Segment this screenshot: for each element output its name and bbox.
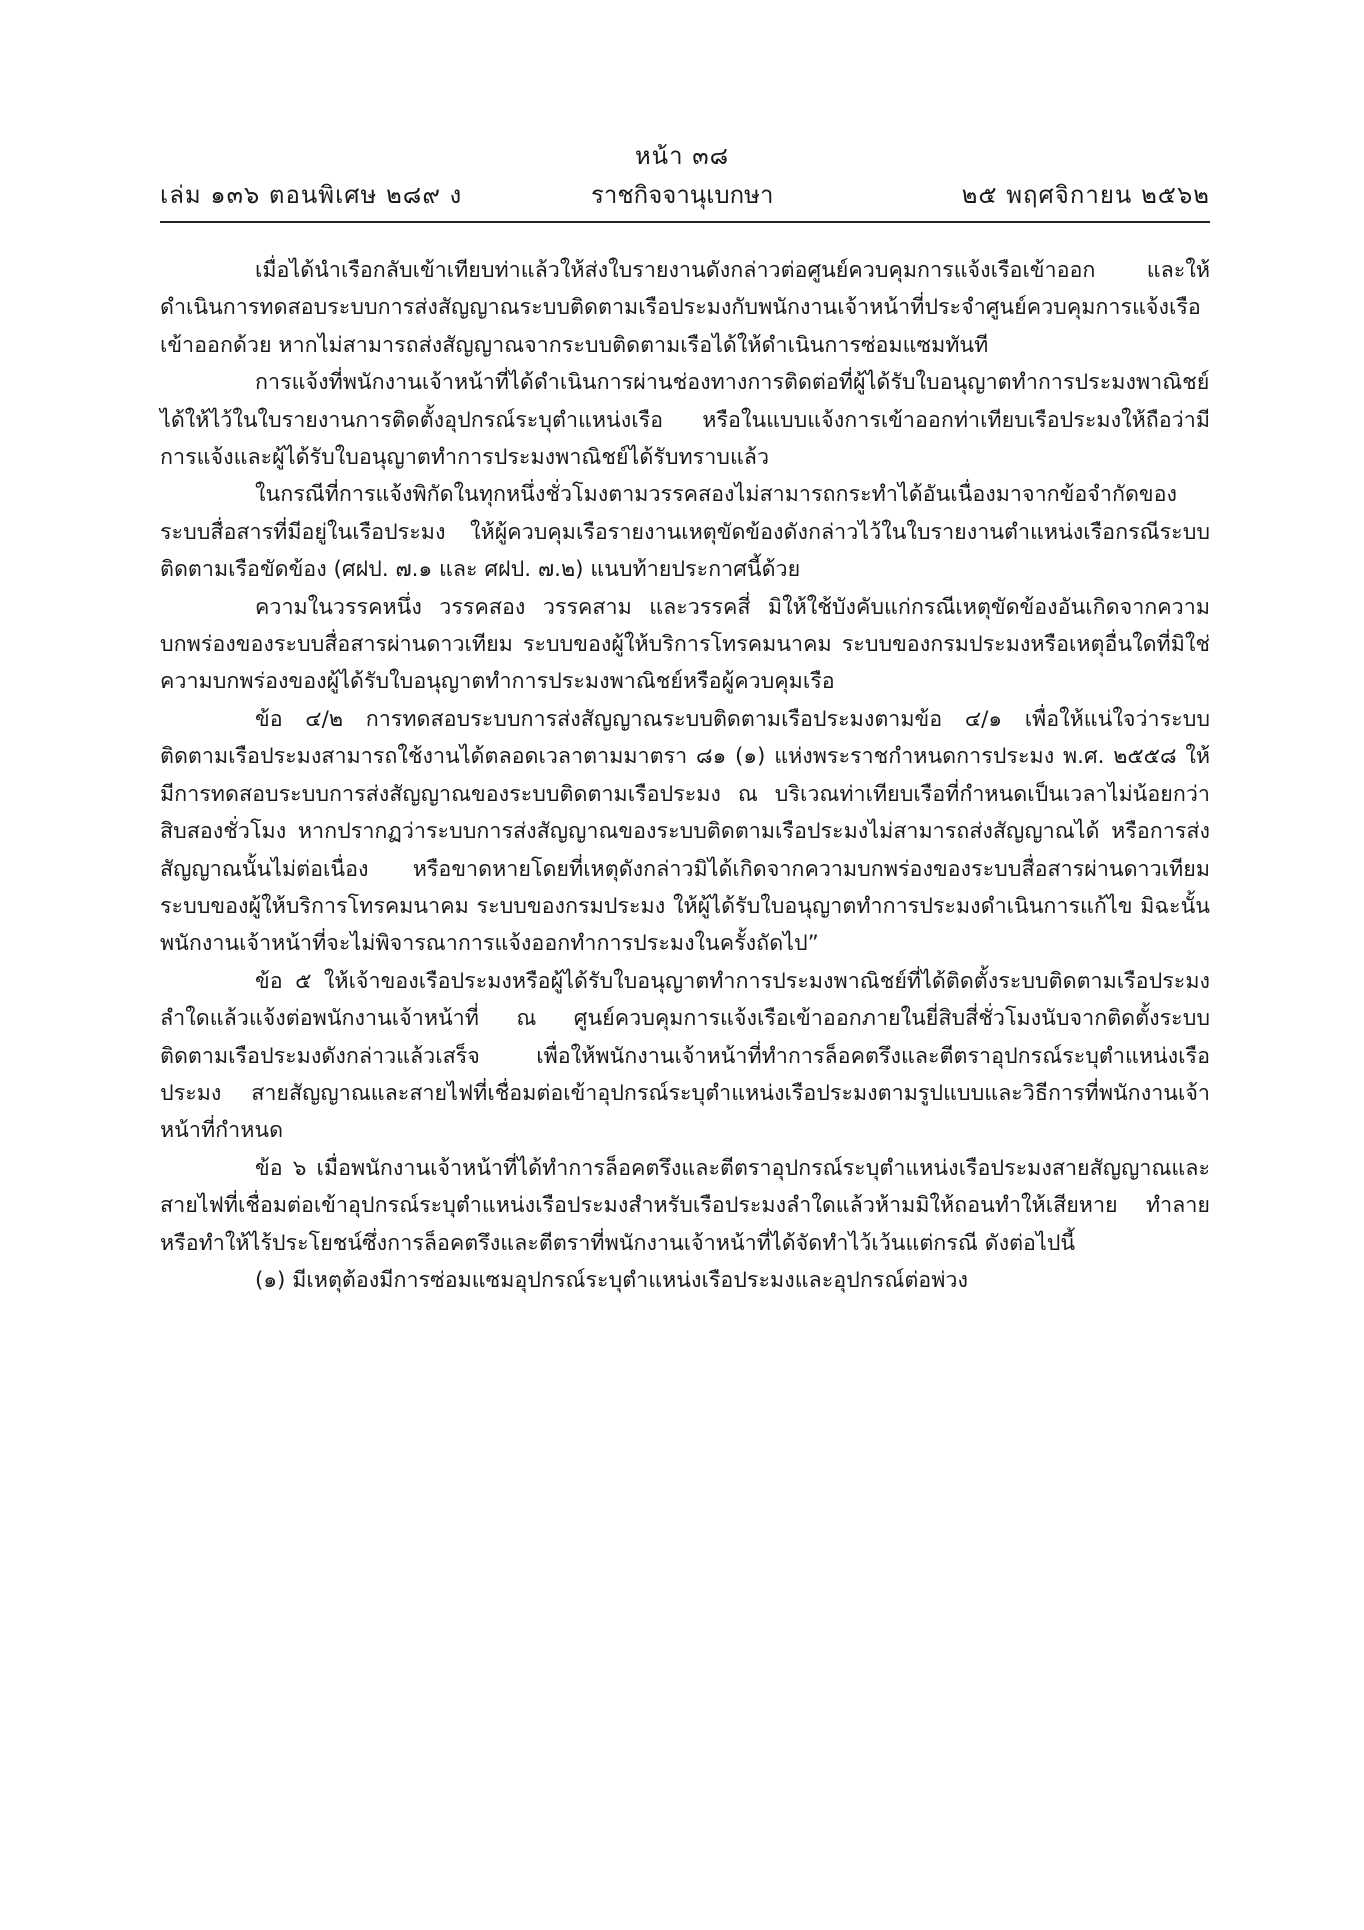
publication-title: ราชกิจจานุเบกษา <box>591 181 774 209</box>
gazette-header <box>160 177 1210 213</box>
paragraph-clause-5: ข้อ ๕ ให้เจ้าของเรือประมงหรือผู้ได้รับใบอนุญาตทำการประมงพาณิชย์ที่ได้ติดตั้งระบบติดตามเรือประมงลำใดแล้วแจ้งต่อพนักงานเจ้าหน้าที่ ณ ศูนย์ควบคุมการแจ้งเรือเข้าออกภายในยี่สิบสี่ชั่วโมงนับจากติดตั้งระบบติดตามเรือประมงดังกล่าวแล้วเสร็จ เพื่อให้พนักงานเจ้าหน้าที่ทำการล็อคตรึงและตีตราอุปกรณ์ระบุตำแหน่งเรือประมง สายสัญญาณและสายไฟที่เชื่อมต่อเข้าอุปกรณ์ระบุตำแหน่งเรือประมงตามรูปแบบและวิธีการที่พนักงานเจ้าหน้าที่กำหนด <box>160 968 1210 1144</box>
paragraph-exemptions: ความในวรรคหนึ่ง วรรคสอง วรรคสาม และวรรคสี่ มิให้ใช้บังคับแก่กรณีเหตุขัดข้องอันเกิดจากความบกพร่องของระบบสื่อสารผ่านดาวเทียม ระบบของผู้ให้บริการโทรคมนาคม ระบบของกรมประมงหรือเหตุอื่นใดที่มิใช่ความบกพร่องของผู้ได้รับใบอนุญาตทำการประมงพาณิชย์หรือผู้ควบคุมเรือ <box>160 594 1210 695</box>
paragraph-clause-4-2: ข้อ ๔/๒ การทดสอบระบบการส่งสัญญาณระบบติดตามเรือประมงตามข้อ ๔/๑ เพื่อให้แน่ใจว่าระบบติดตามเรือประมงสามารถใช้งานได้ตลอดเวลาตามมาตรา ๘๑ (๑) แห่งพระราชกำหนดการประมง พ.ศ. ๒๕๕๘ ให้มีการทดสอบระบบการส่งสัญญาณของระบบติดตามเรือประมง ณ บริเวณท่าเทียบเรือที่กำหนดเป็นเวลาไม่น้อยกว่าสิบสองชั่วโมง หากปรากฏว่าระบบการส่งสัญญาณของระบบติดตามเรือประมงไม่สามารถส่งสัญญาณได้ หรือการส่งสัญญาณนั้นไม่ต่อเนื่อง หรือขาดหายโดยที่เหตุดังกล่าวมิได้เกิดจากความบกพร่องของระบบสื่อสารผ่านดาวเทียม ระบบของผู้ให้บริการโทรคมนาคม ระบบของกรมประมง ให้ผู้ได้รับใบอนุญาตทำการประมงดำเนินการแก้ไข มิฉะนั้นพนักงานเจ้าหน้าที่จะไม่พิจารณาการแจ้งออกทำการประมงในครั้งถัดไป” <box>160 706 1210 957</box>
list-item-1: (๑) มีเหตุต้องมีการซ่อมแซมอุปกรณ์ระบุตำแหน่งเรือประมงและอุปกรณ์ต่อพ่วง <box>255 1267 968 1293</box>
volume-issue: เล่ม ๑๓๖ ตอนพิเศษ ๒๘๙ ง <box>160 181 463 209</box>
document-body <box>160 252 1210 1299</box>
paragraph-clause-6: ข้อ ๖ เมื่อพนักงานเจ้าหน้าที่ได้ทำการล็อคตรึงและตีตราอุปกรณ์ระบุตำแหน่งเรือประมงสายสัญญาณและสายไฟที่เชื่อมต่อเข้าอุปกรณ์ระบุตำแหน่งเรือประมงสำหรับเรือประมงลำใดแล้วห้ามมิให้ถอนทำให้เสียหาย ทำลาย หรือทำให้ไร้ประโยชน์ซึ่งการล็อคตรึงและตีตราที่พนักงานเจ้าหน้าที่ได้จัดทำไว้เว้นแต่กรณี ดังต่อไปนี้ <box>160 1155 1210 1256</box>
paragraph-notification-channel: การแจ้งที่พนักงานเจ้าหน้าที่ได้ดำเนินการผ่านช่องทางการติดต่อที่ผู้ได้รับใบอนุญาตทำการประมงพาณิชย์ได้ให้ไว้ในใบรายงานการติดตั้งอุปกรณ์ระบุตำแหน่งเรือ หรือในแบบแจ้งการเข้าออกท่าเทียบเรือประมงให้ถือว่ามีการแจ้งและผู้ได้รับใบอนุญาตทำการประมงพาณิชย์ได้รับทราบแล้ว <box>160 370 1210 471</box>
paragraph-communication-limits: ในกรณีที่การแจ้งพิกัดในทุกหนึ่งชั่วโมงตามวรรคสองไม่สามารถกระทำได้อันเนื่องมาจากข้อจำกัดของระบบสื่อสารที่มีอยู่ในเรือประมง ให้ผู้ควบคุมเรือรายงานเหตุขัดข้องดังกล่าวไว้ในใบรายงานตำแหน่งเรือกรณีระบบติดตามเรือขัดข้อง (ศฝป. ๗.๑ และ ศฝป. ๗.๒) แนบท้ายประกาศนี้ด้วย <box>160 482 1210 583</box>
page-number: หน้า ๓๘ <box>634 142 730 170</box>
header-divider <box>160 221 1210 223</box>
paragraph-return-to-port: เมื่อได้นำเรือกลับเข้าเทียบท่าแล้วให้ส่งใบรายงานดังกล่าวต่อศูนย์ควบคุมการแจ้งเรือเข้าออก และให้ดำเนินการทดสอบระบบการส่งสัญญาณระบบติดตามเรือประมงกับพนักงานเจ้าหน้าที่ประจำศูนย์ควบคุมการแจ้งเรือเข้าออกด้วย หากไม่สามารถส่งสัญญาณจากระบบติดตามเรือได้ให้ดำเนินการซ่อมแซมทันที <box>160 258 1210 358</box>
publication-date: ๒๕ พฤศจิกายน ๒๕๖๒ <box>961 181 1210 209</box>
